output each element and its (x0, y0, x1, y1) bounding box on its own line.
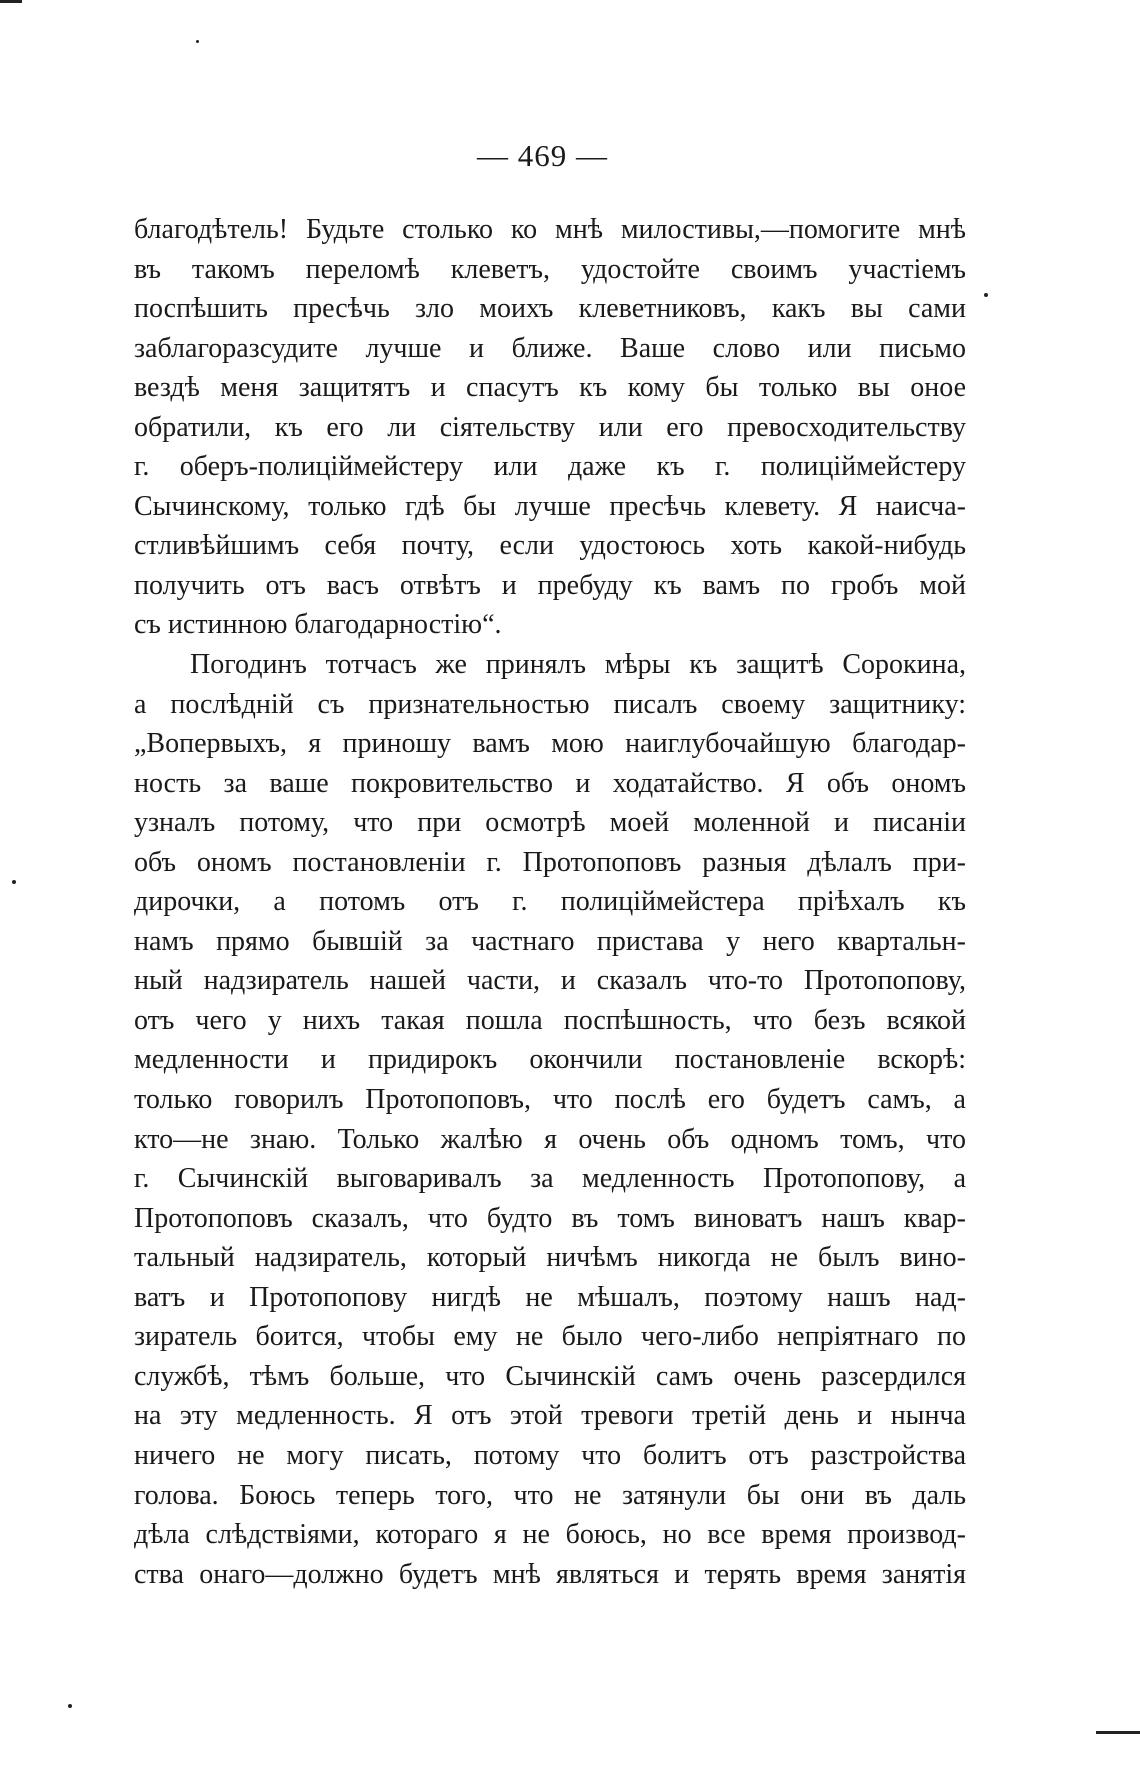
text-line: дирочки, а потомъ отъ г. полиціймейстера пріѣхалъ къ (134, 886, 966, 918)
text-line: благодѣтель! Будьте столько ко мнѣ милостивы,—помогите мнѣ (134, 214, 966, 245)
text-line: службѣ, тѣмъ больше, что Сычинскій самъ очень разсердился (134, 1360, 966, 1392)
text-line: ничего не могу писать, потому что болитъ отъ разстройства (134, 1439, 966, 1471)
text-line: г. оберъ-полиціймейстеру или даже къ г. полиціймейстеру (134, 451, 966, 483)
text-line: ства онаго—должно будетъ мнѣ являться и терять время занятія (134, 1558, 966, 1590)
text-line: дѣла слѣдствіями, котораго я не боюсь, но все время производ- (134, 1519, 966, 1551)
text-line: голова. Боюсь теперь того, что не затянули бы они въ даль (134, 1479, 966, 1511)
text-line: ный надзиратель нашей части, и сказалъ что-то Протопопову, (134, 965, 966, 997)
text-line: ватъ и Протопопову нигдѣ не мѣшалъ, поэтому нашъ над- (134, 1281, 966, 1313)
text-line: вездѣ меня защитятъ и спасутъ къ кому бы только вы оное (134, 372, 966, 404)
scan-speck (12, 880, 16, 884)
text-line: въ такомъ переломѣ клеветъ, удостойте своимъ участіемъ (134, 253, 966, 285)
text-line: Протопоповъ сказалъ, что будто въ томъ виноватъ нашъ квар- (134, 1202, 966, 1234)
text-line: „Вопервыхъ, я приношу вамъ мою наиглубочайшую благодар- (134, 728, 966, 760)
text-line: тальный надзиратель, который ничѣмъ никогда не былъ вино- (134, 1242, 966, 1274)
text-line: только говорилъ Протопоповъ, что послѣ его будетъ самъ, а (134, 1084, 966, 1116)
text-line: обратили, къ его ли сіятельству или его превосходительству (134, 411, 966, 443)
text-line: Погодинъ тотчасъ же принялъ мѣры къ защитѣ Сорокина, (190, 649, 966, 681)
text-line: получить отъ васъ отвѣтъ и пребуду къ вамъ по гробъ мой (134, 569, 966, 601)
scan-speck (68, 1704, 72, 1708)
text-line: намъ прямо бывшій за частнаго пристава у него квартальн- (134, 925, 966, 957)
text-line: г. Сычинскій выговаривалъ за медленность Протопопову, а (134, 1163, 966, 1195)
scan-speck (984, 293, 988, 297)
text-line: ность за ваше покровительство и ходатайство. Я объ ономъ (134, 767, 966, 799)
text-line: медленности и придирокъ окончили постановленіе вскорѣ: (134, 1044, 966, 1076)
text-line: Сычинскому, только гдѣ бы лучше пресѣчь клевету. Я наисча- (134, 490, 966, 522)
text-line: стливѣйшимъ себя почту, если удостоюсь хоть какой-нибудь (134, 530, 966, 562)
text-line: а послѣдній съ признательностью писалъ своему защитнику: (134, 688, 966, 720)
page-number: — 469 — (477, 138, 608, 173)
text-line: поспѣшить пресѣчь зло моихъ клеветниковъ, какъ вы сами (134, 293, 966, 325)
text-line: на эту медленность. Я отъ этой тревоги третій день и нынча (134, 1400, 966, 1432)
text-line: отъ чего у нихъ такая пошла поспѣшность, что безъ всякой (134, 1004, 966, 1036)
scan-speck (196, 40, 199, 43)
text-line: съ истинною благодарностію“. (134, 609, 502, 641)
text-line: заблагоразсудите лучше и ближе. Ваше слово или письмо (134, 332, 966, 364)
scan-mark-top-left (0, 0, 22, 3)
text-line: узналъ потому, что при осмотрѣ моей моленной и писаніи (134, 807, 966, 839)
text-line: зиратель боится, чтобы ему не было чего-либо непріятнаго по (134, 1321, 966, 1353)
scan-mark-bottom-right (1096, 1731, 1140, 1734)
body-text (134, 210, 966, 1594)
text-line: объ ономъ постановленіи г. Протопоповъ разныя дѣлалъ при- (134, 846, 966, 878)
text-line: кто—не знаю. Только жалѣю я очень объ одномъ томъ, что (134, 1123, 966, 1155)
